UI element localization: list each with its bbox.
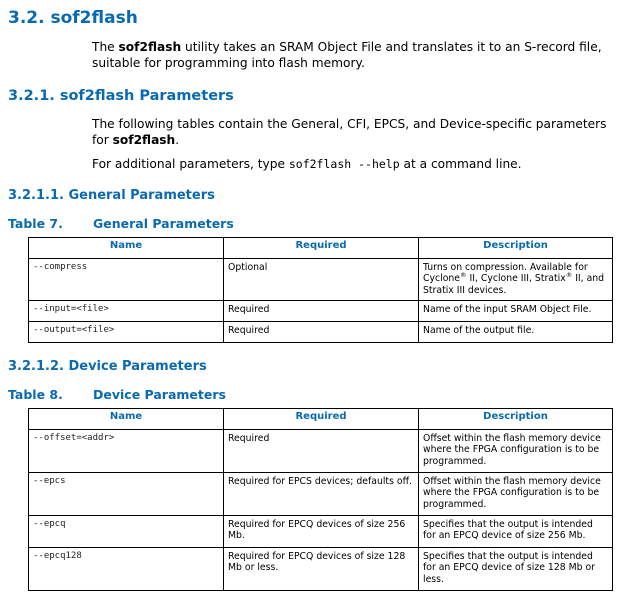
- param-required: Required for EPCQ devices of size 256 Mb.: [224, 516, 419, 548]
- param-description: Turns on compression. Available for Cyclone® II, Cyclone III, Stratix® II, and Stratix III devices.: [419, 259, 613, 301]
- param-description: Name of the output file.: [419, 322, 613, 343]
- param-required: Required: [224, 322, 419, 343]
- param-name: --output=<file>: [29, 322, 224, 343]
- table-header-row: [29, 238, 613, 259]
- general-parameters-table: [28, 237, 613, 343]
- param-description: Specifies that the output is intended for an EPCQ device of size 128 Mb or less.: [419, 548, 613, 591]
- col-header-description: Description: [419, 238, 613, 259]
- param-description: Name of the input SRAM Object File.: [419, 301, 613, 322]
- table-7-label: Table 7.: [8, 216, 63, 231]
- param-required: Optional: [224, 259, 419, 301]
- utility-name: sof2flash: [118, 40, 182, 54]
- col-header-name: Name: [29, 409, 224, 430]
- params-paragraph-1: The following tables contain the General, CFI, EPCS, and Device-specific parameters for sof2flash.: [92, 117, 607, 147]
- table-row: [29, 259, 613, 301]
- table-7-caption: [8, 216, 308, 232]
- table-header-row: [29, 409, 613, 430]
- section-intro: The sof2flash utility takes an SRAM Object File and translates it to an S-record file, suitable for programming into flash memory.: [92, 40, 602, 70]
- table-row: [29, 430, 613, 473]
- table-8-title: Device Parameters: [93, 387, 226, 402]
- col-header-required: Required: [224, 409, 419, 430]
- param-name: --epcs: [29, 473, 224, 516]
- table-8-caption: [8, 387, 308, 403]
- general-params-heading: 3.2.1.1. General Parameters: [8, 188, 215, 203]
- table-row: [29, 548, 613, 591]
- col-header-name: Name: [29, 238, 224, 259]
- param-description: Offset within the flash memory device where the FPGA configuration is to be programmed.: [419, 430, 613, 473]
- param-required: Required for EPCS devices; defaults off.: [224, 473, 419, 516]
- params-heading: 3.2.1. sof2flash Parameters: [8, 88, 234, 104]
- table-row: [29, 473, 613, 516]
- param-name: --epcq128: [29, 548, 224, 591]
- params-paragraph-2: For additional parameters, type sof2flash --help at a command line.: [92, 157, 522, 171]
- param-name: --input=<file>: [29, 301, 224, 322]
- param-required: Required: [224, 301, 419, 322]
- param-name: --epcq: [29, 516, 224, 548]
- col-header-required: Required: [224, 238, 419, 259]
- param-description: Specifies that the output is intended for an EPCQ device of size 256 Mb.: [419, 516, 613, 548]
- table-row: [29, 322, 613, 343]
- param-name: --offset=<addr>: [29, 430, 224, 473]
- table-row: [29, 516, 613, 548]
- col-header-description: Description: [419, 409, 613, 430]
- help-command: sof2flash --help: [288, 157, 400, 171]
- param-required: Required for EPCQ devices of size 128 Mb or less.: [224, 548, 419, 591]
- param-description: Offset within the flash memory device where the FPGA configuration is to be programmed.: [419, 473, 613, 516]
- section-title: 3.2. sof2flash: [8, 8, 138, 28]
- table-row: [29, 301, 613, 322]
- param-name: --compress: [29, 259, 224, 301]
- device-params-heading: 3.2.1.2. Device Parameters: [8, 359, 207, 374]
- device-parameters-table: [28, 408, 613, 591]
- param-required: Required: [224, 430, 419, 473]
- table-7-title: General Parameters: [93, 216, 234, 231]
- table-8-label: Table 8.: [8, 387, 63, 402]
